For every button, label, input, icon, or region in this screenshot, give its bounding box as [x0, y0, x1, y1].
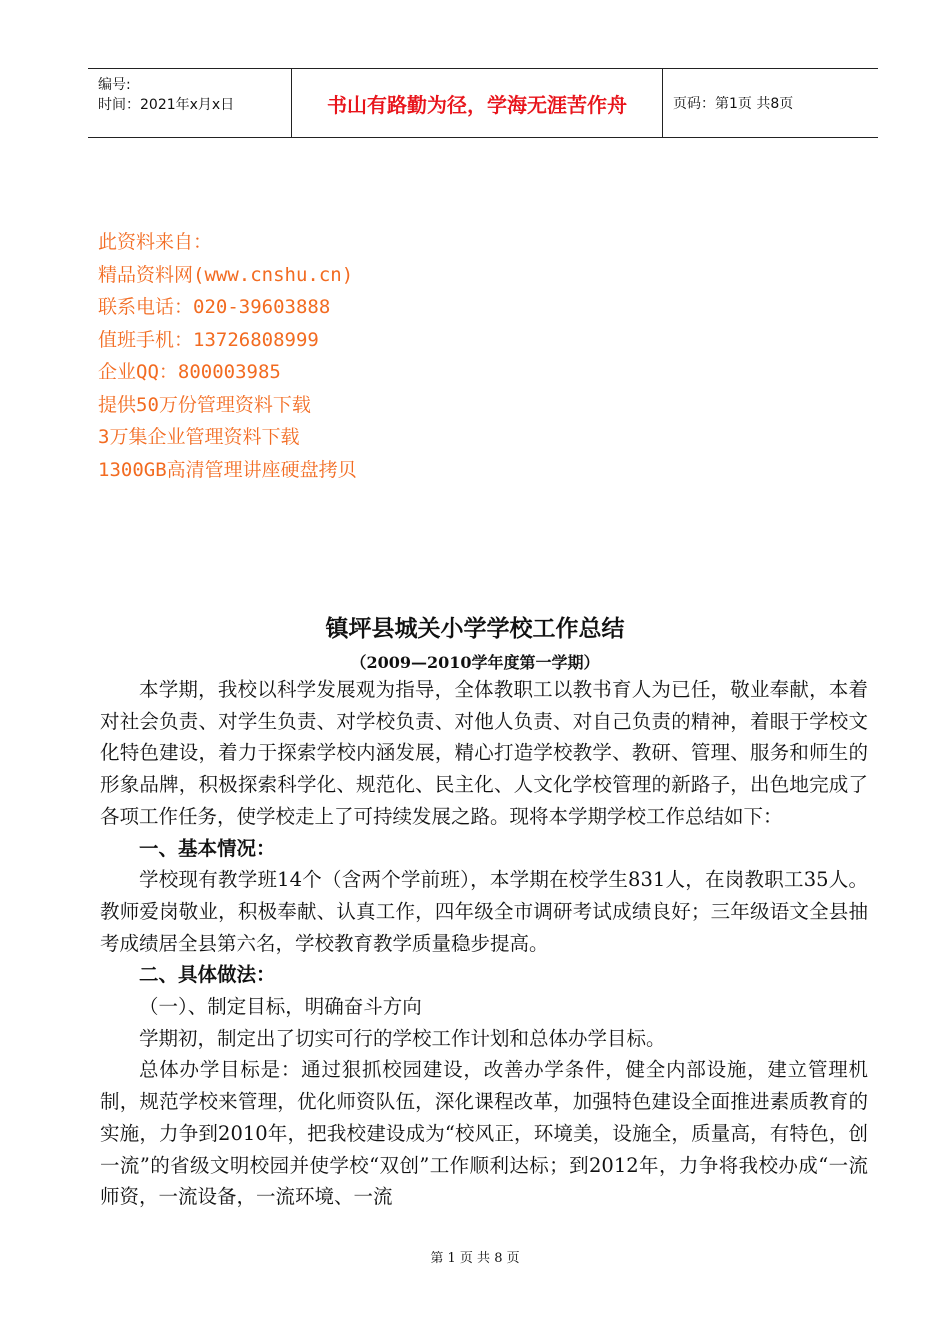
header-left-cell: [88, 69, 291, 137]
body-paragraph: 总体办学目标是：通过狠抓校园建设，改善办学条件，健全内部设施，建立管理机制，规范学校来管理，优化师资队伍，深化课程改革，加强特色建设全面推进素质教育的实施，力争到2010年，把我校建设成为“校风正，环境美，设施全，质量高，有特色，创一流”的省级文明校园并使学校“双创”工作顺利达标；到2012年，力争将我校办成“一流师资，一流设备，一流环境、一流: [100, 1058, 868, 1209]
page-footer: 第 1 页 共 8 页: [430, 1251, 520, 1266]
promo-line: 提供50万份管理资料下载: [98, 393, 311, 416]
subsection-heading: （一）、制定目标，明确奋斗方向: [139, 995, 422, 1019]
promo-line: 联系电话：020-39603888: [98, 296, 331, 318]
promo-line: 值班手机：13726808999: [98, 328, 319, 351]
body-paragraph: 本学期，我校以科学发展观为指导，全体教职工以教书育人为已任，敬业奉献，本着对社会负责、对学生负责、对学校负责、对他人负责、对自己负责的精神，着眼于学校文化特色建设，着力于探索学校内涵发展，精心打造学校教学、教研、管理、服务和师生的形象品牌，积极探索科学化、规范化、民主化、人文化学校管理的新路子，出色地完成了各项工作任务，使学校走上了可持续发展之路。现将本学期学校工作总结如下：: [100, 678, 868, 828]
promo-line: 企业QQ：800003985: [98, 361, 281, 383]
document-header: [88, 68, 878, 138]
section-heading: 二、具体做法：: [139, 963, 276, 987]
body-paragraph: 学校现有教学班14个（含两个学前班），本学期在校学生831人，在岗教职工35人。教师爱岗敬业，积极奉献、认真工作，四年级全市调研考试成绩良好；三年级语文全县抽考成绩居全县第六名，学校教育教学质量稳步提高。: [100, 868, 868, 955]
promo-block: [98, 226, 357, 486]
promo-line: 此资料来自：: [98, 231, 213, 253]
promo-line: 1300GB高清管理讲座硬盘拷贝: [98, 458, 357, 481]
motto-text: 书山有路勤为径，学海无涯苦作舟: [327, 92, 627, 117]
page-info-text: 页码：第1页 共8页: [673, 96, 794, 112]
time-label: 时间：2021年x月x日: [98, 97, 235, 113]
page-info-cell: [663, 69, 878, 137]
promo-line: 3万集企业管理资料下载: [98, 426, 300, 448]
document-body: [100, 674, 868, 1213]
motto-cell: [291, 69, 663, 137]
number-label: 编号:: [98, 77, 131, 93]
body-paragraph: 学期初，制定出了切实可行的学校工作计划和总体办学目标。: [139, 1026, 666, 1050]
document-subtitle: （2009—2010学年度第一学期）: [350, 653, 600, 672]
promo-line: 精品资料网(www.cnshu.cn): [98, 263, 354, 286]
section-heading: 一、基本情况：: [139, 836, 276, 860]
document-title: 镇坪县城关小学学校工作总结: [325, 615, 625, 642]
